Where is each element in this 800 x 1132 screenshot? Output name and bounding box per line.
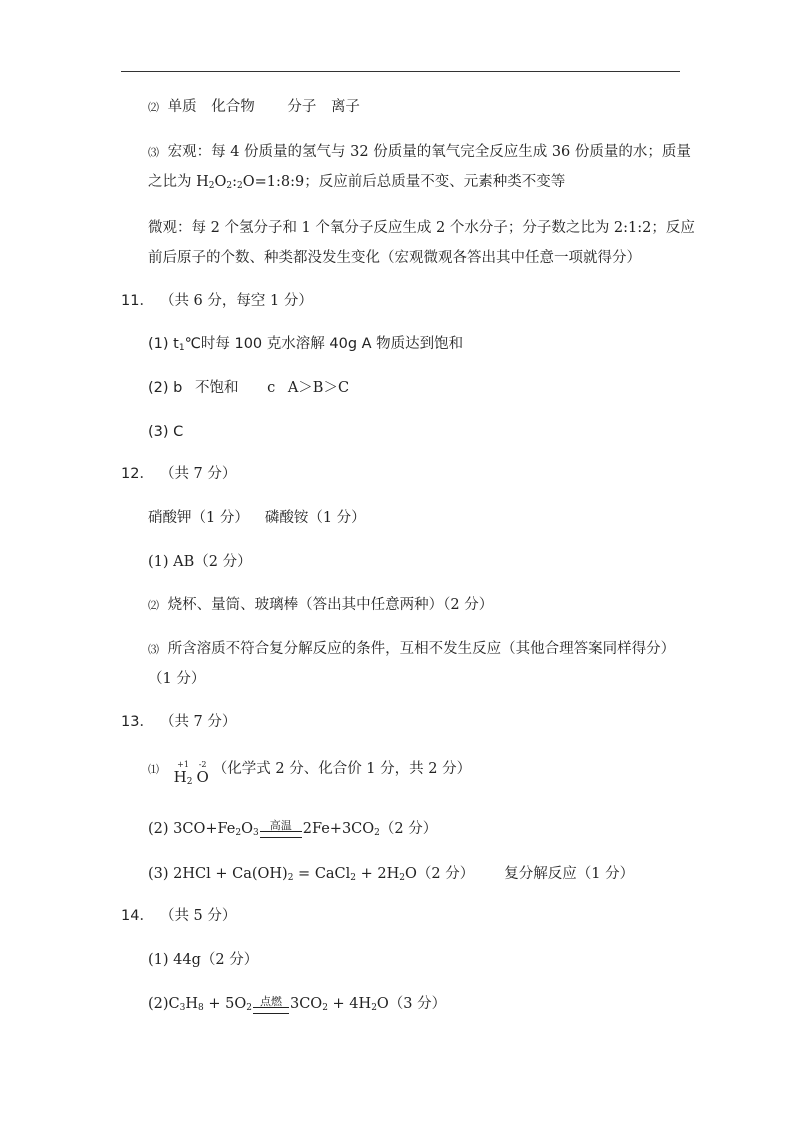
item-number: ⑶ bbox=[148, 643, 159, 656]
answer-10-2 bbox=[148, 97, 360, 118]
answer-13-1: ⑴ +1 $H_2$ -2 O （化学式 2 分、化合价 1 分，共 2 分） bbox=[148, 760, 472, 787]
question-number: 11． bbox=[121, 293, 154, 309]
question-11-header: 11． （共 6 分，每空 1 分） bbox=[121, 293, 313, 309]
answer-12-1: (1) AB（2 分） bbox=[148, 554, 252, 570]
question-number: 14． bbox=[121, 908, 154, 924]
answer-14-1: (1) 44g（2 分） bbox=[148, 952, 259, 968]
question-number: 13． bbox=[121, 714, 154, 730]
answer-14-2: $(2)C_3H_8 + 5O_2$ 点燃 $3CO_2 + 4H_2O(3$ 分） bbox=[148, 988, 446, 1020]
answer-10-3-macro bbox=[148, 142, 691, 163]
equals-bars bbox=[260, 831, 302, 838]
question-13-header: 13． （共 7 分） bbox=[121, 714, 237, 730]
answer-13-3: (3) $2HCl + Ca(OH)_2$ = CaCl$_2$ + $2H_2O(2$ 分） 复分解反应（1 分） bbox=[148, 866, 635, 883]
item-number: ⑵ bbox=[148, 101, 159, 114]
valence-h: +1 $H_2$ bbox=[173, 760, 193, 787]
answer-11-2: (2) b 不饱和 c A＞B＞C bbox=[148, 380, 350, 396]
reaction-condition: 高温 bbox=[260, 820, 302, 844]
item-number: ⑵ bbox=[148, 599, 159, 612]
answer-text: 单质 bbox=[167, 99, 197, 115]
answer-11-1: (1) $t_1℃$时每 100 克水溶解 40g A 物质达到饱和 bbox=[148, 336, 464, 353]
answer-12-3: ⑶ 所含溶质不符合复分解反应的条件，互相不发生反应（其他合理答案同样得分） bbox=[148, 641, 676, 657]
answer-13-2: (2) $3CO+Fe_2O_3$ 高温 $2Fe+3CO_2(2$ 分） bbox=[148, 814, 437, 844]
answer-12-0: 硝酸钾（1 分） 磷酸铵（1 分） bbox=[148, 510, 366, 526]
answer-text: 化合物 bbox=[211, 99, 255, 115]
question-number: 12． bbox=[121, 466, 154, 482]
answer-text: 宏观：每 4 份质量的氢气与 32 份质量的氧气完全反应生成 36 份质量的水；质量 bbox=[167, 144, 691, 160]
reaction-condition: 点燃 bbox=[253, 996, 289, 1020]
answer-text: 离子 bbox=[330, 99, 360, 115]
item-number: ⑶ bbox=[148, 146, 159, 159]
answer-11-3: (3) C bbox=[148, 424, 184, 440]
answer-text: 前后原子的个数、种类都没发生变化（宏观微观各答出其中任意一项就得分） bbox=[148, 250, 641, 266]
question-12-header: 12． （共 7 分） bbox=[121, 466, 237, 482]
valence-o: -2 O bbox=[196, 760, 209, 786]
question-14-header: 14． （共 5 分） bbox=[121, 908, 237, 924]
item-number: ⑴ bbox=[148, 763, 159, 776]
answer-text: 微观：每 2 个氢分子和 1 个氧分子反应生成 2 个水分子；分子数之比为 2:1:2；反应 bbox=[148, 220, 695, 236]
equals-bars bbox=[253, 1007, 289, 1014]
answer-text: 分子 bbox=[287, 99, 317, 115]
answer-12-2: ⑵ 烧杯、量筒、玻璃棒（答出其中任意两种）（2 分） bbox=[148, 597, 494, 613]
answer-12-3-score: （1 分） bbox=[148, 671, 206, 687]
answer-10-3-micro bbox=[148, 218, 695, 238]
answer-10-3-micro-cont bbox=[148, 248, 641, 268]
answer-10-3-ratio: 之比为 $H_2O_2:_2O=1:8:9$；反应前后总质量不变、元素种类不变等 bbox=[148, 174, 566, 191]
top-rule bbox=[121, 71, 680, 72]
